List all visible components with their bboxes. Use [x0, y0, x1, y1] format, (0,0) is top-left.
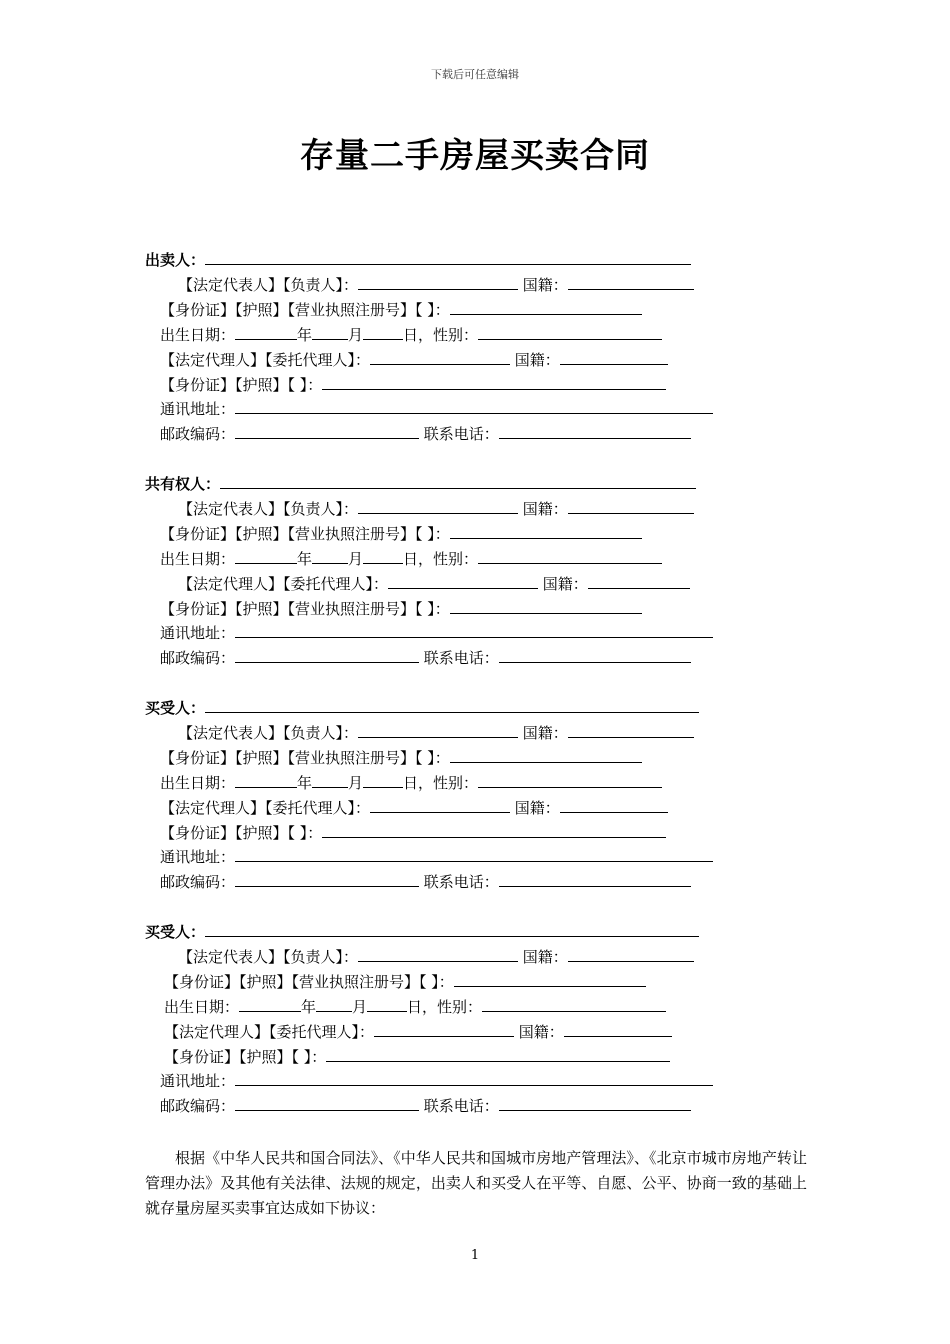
agent-label: 【法定代理人】【委托代理人】： [160, 350, 371, 369]
fill-in-blank[interactable] [374, 1022, 514, 1037]
representative-row [178, 947, 694, 967]
fill-in-blank[interactable] [358, 499, 518, 514]
year-label: 年 [297, 773, 313, 792]
contact-row [160, 648, 691, 668]
agent-id-label: 【身份证】【护照】【营业执照注册号】【 】： [160, 599, 450, 618]
fill-in-blank[interactable] [235, 325, 297, 340]
contact-row [160, 872, 691, 892]
id-label: 【身份证】【护照】【营业执照注册号】【 】： [160, 748, 450, 767]
id-row [160, 300, 642, 320]
nationality-label: 国籍： [514, 798, 560, 817]
fill-in-blank[interactable] [220, 474, 696, 489]
fill-in-blank[interactable] [482, 997, 666, 1012]
fill-in-blank[interactable] [588, 574, 690, 589]
agent-label: 【法定代理人】【委托代理人】： [160, 798, 371, 817]
birth-row [160, 325, 662, 345]
address-label: 通讯地址： [160, 848, 236, 867]
gender-label: 日，性别： [407, 997, 483, 1016]
fill-in-blank[interactable] [235, 399, 713, 414]
representative-row [178, 723, 694, 743]
agent-row [178, 574, 690, 594]
year-label: 年 [301, 997, 317, 1016]
fill-in-blank[interactable] [478, 773, 662, 788]
fill-in-blank[interactable] [564, 1022, 672, 1037]
agent-row [164, 1022, 672, 1042]
nationality-label: 国籍： [522, 723, 568, 742]
representative-row [178, 275, 694, 295]
fill-in-blank[interactable] [367, 997, 407, 1012]
page-number: 1 [470, 1248, 480, 1263]
fill-in-blank[interactable] [235, 549, 297, 564]
birth-row [164, 997, 666, 1017]
nationality-label: 国籍： [522, 275, 568, 294]
fill-in-blank[interactable] [322, 375, 666, 390]
postcode-label: 邮政编码： [160, 425, 236, 444]
agent-id-label: 【身份证】【护照】【 】： [160, 375, 323, 394]
contact-row [160, 1096, 691, 1116]
fill-in-blank[interactable] [322, 823, 666, 838]
party-name-row [145, 474, 696, 494]
contact-row [160, 424, 691, 444]
fill-in-blank[interactable] [450, 524, 642, 539]
party-name-row [145, 698, 699, 718]
fill-in-blank[interactable] [363, 325, 403, 340]
fill-in-blank[interactable] [450, 599, 642, 614]
fill-in-blank[interactable] [499, 1096, 691, 1111]
fill-in-blank[interactable] [450, 300, 642, 315]
month-label: 月 [348, 325, 364, 344]
representative-label: 【法定代表人】【负责人】： [178, 947, 359, 966]
fill-in-blank[interactable] [450, 748, 642, 763]
fill-in-blank[interactable] [235, 847, 713, 862]
fill-in-blank[interactable] [235, 648, 419, 663]
fill-in-blank[interactable] [312, 325, 348, 340]
page-header: 下载后可任意编辑 [431, 68, 519, 81]
agent-id-row [160, 599, 642, 619]
agent-id-row [160, 823, 666, 843]
id-row [160, 524, 642, 544]
party-label: 出卖人： [145, 251, 206, 269]
id-label: 【身份证】【护照】【营业执照注册号】【 】： [164, 972, 454, 991]
birth-date-label: 出生日期： [160, 325, 236, 344]
preamble-paragraph: 根据《中华人民共和国合同法》、《中华人民共和国城市房地产管理法》、《北京市城市房地产转让管理办法》及其他有关法律、法规的规定，出卖人和买受人在平等、自愿、公平、协商一致的基础上就存量房屋买卖事宜达成如下协议： [145, 1149, 807, 1217]
fill-in-blank[interactable] [235, 1071, 713, 1086]
fill-in-blank[interactable] [388, 574, 538, 589]
party-label: 买受人： [145, 923, 206, 941]
fill-in-blank[interactable] [358, 723, 518, 738]
fill-in-blank[interactable] [235, 623, 713, 638]
nationality-label: 国籍： [522, 947, 568, 966]
agent-id-label: 【身份证】【护照】【 】： [164, 1047, 327, 1066]
fill-in-blank[interactable] [205, 698, 699, 713]
agent-row [160, 350, 668, 370]
fill-in-blank[interactable] [235, 773, 297, 788]
postcode-label: 邮政编码： [160, 1097, 236, 1116]
nationality-label: 国籍： [514, 350, 560, 369]
id-label: 【身份证】【护照】【营业执照注册号】【 】： [160, 300, 450, 319]
fill-in-blank[interactable] [560, 798, 668, 813]
address-label: 通讯地址： [160, 1072, 236, 1091]
month-label: 月 [352, 997, 368, 1016]
party-name-row [145, 250, 691, 270]
gender-label: 日，性别： [403, 325, 479, 344]
birth-date-label: 出生日期： [164, 997, 240, 1016]
fill-in-blank[interactable] [568, 275, 694, 290]
representative-label: 【法定代表人】【负责人】： [178, 723, 359, 742]
phone-label: 联系电话： [423, 425, 499, 444]
fill-in-blank[interactable] [568, 723, 694, 738]
month-label: 月 [348, 773, 364, 792]
address-label: 通讯地址： [160, 624, 236, 643]
fill-in-blank[interactable] [454, 972, 646, 987]
document-title: 存量二手房屋买卖合同 [300, 136, 650, 176]
birth-date-label: 出生日期： [160, 773, 236, 792]
phone-label: 联系电话： [423, 873, 499, 892]
address-row [160, 1071, 713, 1091]
fill-in-blank[interactable] [312, 549, 348, 564]
agent-id-row [160, 375, 666, 395]
nationality-label: 国籍： [518, 1022, 564, 1041]
phone-label: 联系电话： [423, 649, 499, 668]
phone-label: 联系电话： [423, 1097, 499, 1116]
fill-in-blank[interactable] [560, 350, 668, 365]
representative-row [178, 499, 694, 519]
fill-in-blank[interactable] [363, 773, 403, 788]
address-label: 通讯地址： [160, 400, 236, 419]
address-row [160, 623, 713, 643]
party-label: 共有权人： [145, 475, 221, 493]
birth-row [160, 549, 662, 569]
fill-in-blank[interactable] [499, 424, 691, 439]
id-row [160, 748, 642, 768]
fill-in-blank[interactable] [358, 947, 518, 962]
fill-in-blank[interactable] [205, 922, 699, 937]
fill-in-blank[interactable] [235, 872, 419, 887]
fill-in-blank[interactable] [478, 325, 662, 340]
fill-in-blank[interactable] [205, 250, 691, 265]
birth-row [160, 773, 662, 793]
fill-in-blank[interactable] [312, 773, 348, 788]
postcode-label: 邮政编码： [160, 649, 236, 668]
gender-label: 日，性别： [403, 549, 479, 568]
agent-id-label: 【身份证】【护照】【 】： [160, 823, 323, 842]
id-row [164, 972, 646, 992]
address-row [160, 847, 713, 867]
gender-label: 日，性别： [403, 773, 479, 792]
fill-in-blank[interactable] [478, 549, 662, 564]
party-label: 买受人： [145, 699, 206, 717]
fill-in-blank[interactable] [358, 275, 518, 290]
year-label: 年 [297, 325, 313, 344]
fill-in-blank[interactable] [370, 350, 510, 365]
representative-label: 【法定代表人】【负责人】： [178, 275, 359, 294]
agent-row [160, 798, 668, 818]
fill-in-blank[interactable] [235, 1096, 419, 1111]
id-label: 【身份证】【护照】【营业执照注册号】【 】： [160, 524, 450, 543]
nationality-label: 国籍： [542, 574, 588, 593]
month-label: 月 [348, 549, 364, 568]
fill-in-blank[interactable] [239, 997, 301, 1012]
fill-in-blank[interactable] [235, 424, 419, 439]
postcode-label: 邮政编码： [160, 873, 236, 892]
fill-in-blank[interactable] [568, 947, 694, 962]
address-row [160, 399, 713, 419]
fill-in-blank[interactable] [326, 1047, 670, 1062]
fill-in-blank[interactable] [499, 648, 691, 663]
fill-in-blank[interactable] [568, 499, 694, 514]
agent-label: 【法定代理人】【委托代理人】： [178, 574, 389, 593]
fill-in-blank[interactable] [316, 997, 352, 1012]
nationality-label: 国籍： [522, 499, 568, 518]
birth-date-label: 出生日期： [160, 549, 236, 568]
party-name-row [145, 922, 699, 942]
year-label: 年 [297, 549, 313, 568]
agent-label: 【法定代理人】【委托代理人】： [164, 1022, 375, 1041]
fill-in-blank[interactable] [370, 798, 510, 813]
fill-in-blank[interactable] [363, 549, 403, 564]
fill-in-blank[interactable] [499, 872, 691, 887]
agent-id-row [164, 1047, 670, 1067]
representative-label: 【法定代表人】【负责人】： [178, 499, 359, 518]
